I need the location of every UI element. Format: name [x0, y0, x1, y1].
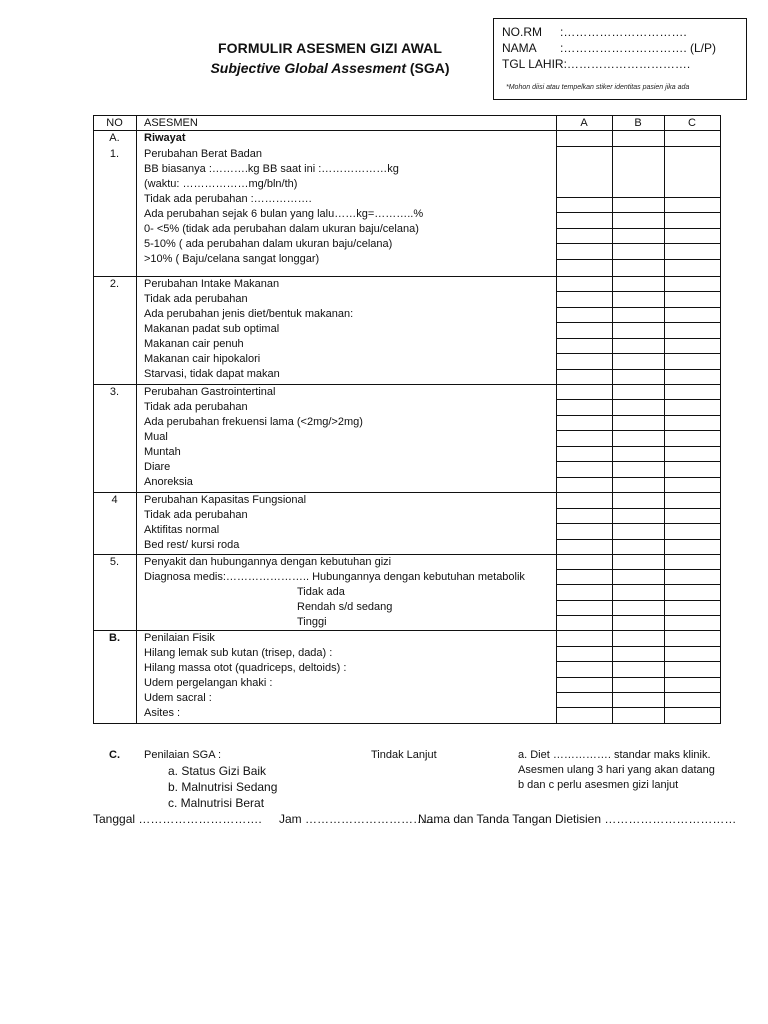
- no-rm-field[interactable]: :………………………….: [560, 25, 687, 39]
- col-header-a: A: [580, 117, 588, 129]
- sb-line: Udem sacral :: [144, 692, 212, 704]
- row-no-2: 2.: [109, 278, 120, 290]
- assessment-table: [93, 115, 721, 724]
- s5-line: Diagnosa medis:………………….. Hubungannya dengan kebutuhan metabolik: [144, 571, 525, 583]
- nama-field[interactable]: :…………………………. (L/P): [560, 41, 717, 55]
- s1-checkbox-line[interactable]: Tidak ada perubahan :…………….: [144, 193, 312, 205]
- no-rm-row: [502, 25, 687, 39]
- row-no-3: 3.: [109, 386, 120, 398]
- sb-line: Asites :: [144, 707, 181, 719]
- s3-checkbox-line[interactable]: Diare: [144, 461, 171, 473]
- col-header-c: C: [688, 117, 696, 129]
- s1-line: (waktu: ………………mg/bln/th): [144, 178, 298, 190]
- nama-label: NAMA: [502, 41, 537, 55]
- sb-line: Hilang lemak sub kutan (trisep, dada) :: [144, 647, 333, 659]
- row-no-4: 4: [111, 494, 118, 506]
- col-header-no: NO: [106, 117, 123, 129]
- s3-line: Perubahan Gastrointertinal: [144, 386, 276, 398]
- subtitle-italic: Subjective Global Assesment: [210, 60, 406, 76]
- s2-checkbox-line[interactable]: Tidak ada perubahan: [144, 293, 248, 305]
- riwayat-heading: Riwayat: [144, 132, 186, 144]
- s1-line: Perubahan Berat Badan: [144, 148, 263, 160]
- sb-line: Udem pergelangan khaki :: [144, 677, 273, 689]
- form-subtitle: [150, 60, 510, 76]
- s1-checkbox-line[interactable]: >10% ( Baju/celana sangat longgar): [144, 253, 320, 265]
- s4-checkbox-line[interactable]: Tidak ada perubahan: [144, 509, 248, 521]
- section-c-label: C.: [109, 749, 120, 761]
- tgl-lahir-field[interactable]: TGL LAHIR:………………………….: [502, 57, 691, 71]
- row-no-b: B.: [109, 632, 120, 644]
- s3-checkbox-line[interactable]: Muntah: [144, 446, 181, 458]
- tindak-lanjut-label: Tindak Lanjut: [371, 749, 437, 761]
- form-title: FORMULIR ASESMEN GIZI AWAL: [217, 40, 442, 56]
- s3-checkbox-line[interactable]: Anoreksia: [144, 476, 193, 488]
- id-sticker-note: *Mohon diisi atau tempelkan stiker identitas pasien jika ada: [506, 84, 690, 91]
- tindak-lanjut-line: Asesmen ulang 3 hari yang akan datang: [518, 764, 715, 776]
- subtitle-plain: (SGA): [409, 60, 450, 76]
- sga-option[interactable]: c. Malnutrisi Berat: [168, 796, 265, 810]
- s5-option[interactable]: Rendah s/d sedang: [297, 601, 393, 613]
- s4-line: Perubahan Kapasitas Fungsional: [144, 494, 307, 506]
- s3-checkbox-line[interactable]: Mual: [144, 431, 168, 443]
- nama-row: [502, 41, 716, 55]
- row-no-5: 5.: [109, 556, 120, 568]
- s1-checkbox-line[interactable]: Ada perubahan sejak 6 bulan yang lalu……kg=………..%: [144, 208, 424, 220]
- s3-checkbox-line[interactable]: Tidak ada perubahan: [144, 401, 248, 413]
- row-no-a: A.: [109, 132, 120, 144]
- s3-checkbox-line[interactable]: Ada perubahan frekuensi lama (<2mg/>2mg): [144, 416, 363, 428]
- row-no-1: 1.: [109, 148, 120, 160]
- s5-option[interactable]: Tinggi: [297, 616, 327, 628]
- tanggal-field[interactable]: Tanggal ………………………….: [93, 812, 262, 826]
- s2-checkbox-line[interactable]: Starvasi, tidak dapat makan: [144, 368, 280, 380]
- patient-id-box: [493, 18, 747, 100]
- sb-line: Penilaian Fisik: [144, 632, 215, 644]
- col-header-b: B: [634, 117, 642, 129]
- s2-line: Perubahan Intake Makanan: [144, 278, 280, 290]
- tindak-lanjut-line: b dan c perlu asesmen gizi lanjut: [518, 779, 679, 791]
- s1-line: BB biasanya :……….kg BB saat ini :………………kg: [144, 163, 399, 175]
- s5-option[interactable]: Tidak ada: [297, 586, 345, 598]
- s4-checkbox-line[interactable]: Aktifitas normal: [144, 524, 220, 536]
- sga-option[interactable]: b. Malnutrisi Sedang: [168, 780, 278, 794]
- tindak-lanjut-line: a. Diet ……………. standar maks klinik.: [518, 749, 711, 761]
- no-rm-label: NO.RM: [502, 25, 542, 39]
- signature-field[interactable]: Nama dan Tanda Tangan Dietisien ……………………………: [418, 812, 737, 826]
- s4-checkbox-line[interactable]: Bed rest/ kursi roda: [144, 539, 240, 551]
- sb-line: Hilang massa otot (quadriceps, deltoids) :: [144, 662, 347, 674]
- s2-checkbox-line[interactable]: Makanan padat sub optimal: [144, 323, 280, 335]
- s5-line: Penyakit dan hubungannya dengan kebutuhan gizi: [144, 556, 392, 568]
- s2-checkbox-line[interactable]: Ada perubahan jenis diet/bentuk makanan:: [144, 308, 354, 320]
- col-header-asesmen: ASESMEN: [144, 117, 198, 129]
- sga-option[interactable]: a. Status Gizi Baik: [168, 764, 267, 778]
- s2-checkbox-line[interactable]: Makanan cair hipokalori: [144, 353, 261, 365]
- s1-checkbox-line[interactable]: 5-10% ( ada perubahan dalam ukuran baju/celana): [144, 238, 393, 250]
- s2-checkbox-line[interactable]: Makanan cair penuh: [144, 338, 244, 350]
- jam-field[interactable]: Jam ……………………………: [279, 812, 438, 826]
- penilaian-sga-label: Penilaian SGA :: [144, 749, 222, 761]
- s1-checkbox-line[interactable]: 0- <5% (tidak ada perubahan dalam ukuran baju/celana): [144, 223, 419, 235]
